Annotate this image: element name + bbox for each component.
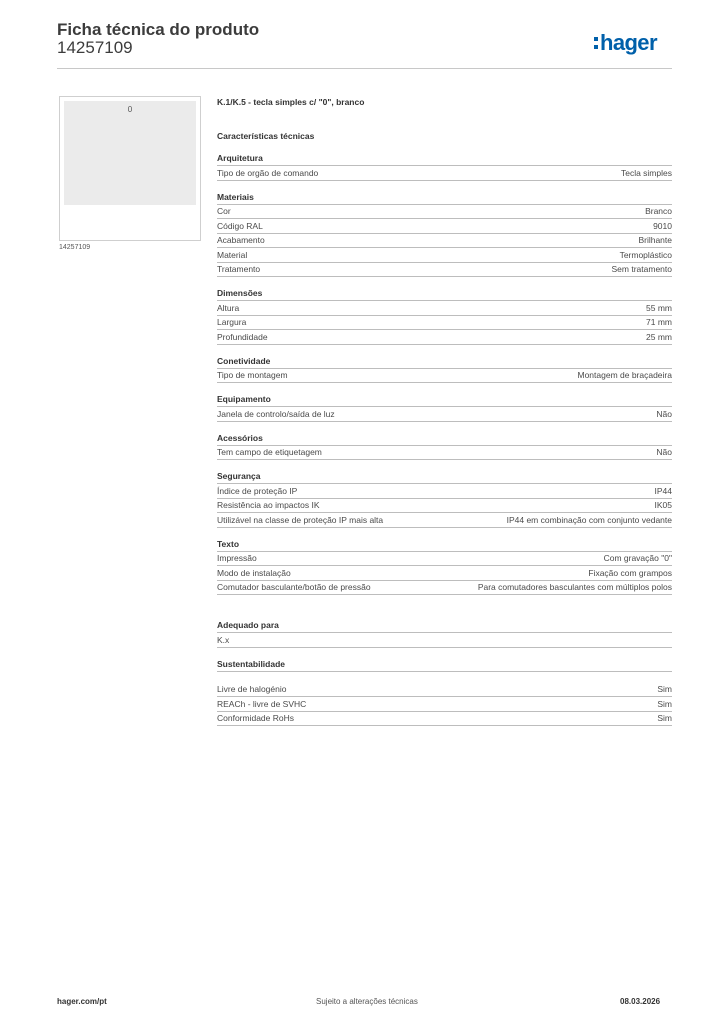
- spec-value: Montagem de braçadeira: [577, 370, 672, 381]
- spec-label: Código RAL: [217, 220, 263, 231]
- spec-value: Termoplástico: [619, 249, 672, 260]
- image-caption: 14257109: [59, 244, 91, 251]
- switch-rocker: [64, 101, 196, 205]
- header-divider: [57, 68, 672, 69]
- spec-value: Sem tratamento: [611, 264, 672, 275]
- spec-value: 71 mm: [646, 317, 672, 328]
- spec-label: Largura: [217, 317, 247, 328]
- spec-label: Utilizável na classe de proteção IP mais alta: [217, 514, 384, 525]
- spec-label: REACh - livre de SVHC: [217, 698, 307, 709]
- section-title: Acessórios: [217, 433, 672, 446]
- section-title: Adequado para: [217, 620, 672, 633]
- spec-value: Não: [656, 447, 672, 458]
- spec-label: Altura: [217, 302, 240, 313]
- section-equipamento: [217, 394, 672, 422]
- footer-date: 08.03.2026: [620, 997, 661, 1006]
- hager-logo: [593, 26, 675, 62]
- spec-value: Não: [656, 408, 672, 419]
- spec-label: Modo de instalação: [217, 567, 291, 578]
- section-dimensoes: [217, 288, 672, 345]
- section-title: Arquitetura: [217, 153, 672, 166]
- section-title: Sustentabilidade: [217, 659, 672, 672]
- spec-row: [217, 552, 672, 567]
- spec-row: [217, 712, 672, 727]
- section-title: Conetividade: [217, 356, 672, 369]
- section-adequado-para: [217, 620, 672, 648]
- spec-value: Tecla simples: [620, 167, 672, 178]
- spec-row: [217, 248, 672, 263]
- document-title: Ficha técnica do produto: [57, 20, 260, 39]
- section-arquitetura: [217, 153, 672, 181]
- spec-label: Tratamento: [217, 264, 261, 275]
- spec-label: Acabamento: [217, 235, 265, 246]
- section-title: Materiais: [217, 192, 672, 205]
- logo-dot-bottom: [594, 45, 598, 49]
- spec-label: K.x: [217, 634, 230, 645]
- spec-value: IK05: [654, 500, 672, 511]
- spec-row: [217, 683, 672, 698]
- section-title: Dimensões: [217, 288, 672, 301]
- spec-row: [217, 263, 672, 278]
- spec-row: [217, 566, 672, 581]
- spec-row: [217, 316, 672, 331]
- spec-label: Janela de controlo/saída de luz: [217, 408, 335, 419]
- spec-label: Material: [217, 249, 248, 260]
- spec-label: Impressão: [217, 553, 257, 564]
- spec-row: [217, 499, 672, 514]
- spec-row: [217, 446, 672, 461]
- spec-value: IP44 em combinação com conjunto vedante: [506, 514, 672, 525]
- spec-row: [217, 219, 672, 234]
- spec-content: [217, 96, 672, 726]
- spec-value: 25 mm: [646, 331, 672, 342]
- spec-row: [217, 301, 672, 316]
- product-image: [59, 96, 201, 241]
- spec-row: [217, 697, 672, 712]
- spec-row: [217, 633, 672, 648]
- section-sustentabilidade: [217, 659, 672, 727]
- footer-note: Sujeito a alterações técnicas: [316, 997, 418, 1006]
- spec-row: [217, 166, 672, 181]
- spec-value: IP44: [654, 485, 672, 496]
- spec-row: [217, 581, 672, 596]
- section-texto: [217, 539, 672, 596]
- spec-value: 55 mm: [646, 302, 672, 313]
- spec-value: Brilhante: [638, 235, 672, 246]
- section-acessorios: [217, 433, 672, 461]
- spec-label: Resistência ao impactos IK: [217, 500, 320, 511]
- spec-value: Sim: [657, 713, 672, 724]
- spec-value: 9010: [653, 220, 672, 231]
- spec-row: [217, 407, 672, 422]
- spec-label: Conformidade RoHs: [217, 713, 295, 724]
- section-seguranca: [217, 471, 672, 528]
- spec-label: Tipo de orgão de comando: [217, 167, 319, 178]
- spec-label: Tipo de montagem: [217, 370, 288, 381]
- section-title: Equipamento: [217, 394, 672, 407]
- spec-label: Tem campo de etiquetagem: [217, 447, 322, 458]
- specs-heading: Características técnicas: [217, 131, 315, 141]
- spec-value: Sim: [657, 684, 672, 695]
- spec-value: Branco: [645, 206, 672, 217]
- spec-label: Cor: [217, 206, 231, 217]
- spec-row: [217, 369, 672, 384]
- section-materiais: [217, 192, 672, 278]
- spec-row: [217, 513, 672, 528]
- spec-value: Para comutadores basculantes com múltiplos polos: [477, 582, 672, 593]
- switch-symbol: 0: [127, 105, 133, 114]
- product-number: 14257109: [57, 38, 133, 57]
- spec-row: [217, 234, 672, 249]
- spec-label: Profundidade: [217, 331, 268, 342]
- spec-value: Sim: [657, 698, 672, 709]
- section-title: Segurança: [217, 471, 672, 484]
- spec-label: Livre de halogénio: [217, 684, 287, 695]
- spec-row: [217, 330, 672, 345]
- logo-dot-top: [594, 37, 598, 41]
- section-conetividade: [217, 356, 672, 384]
- spec-label: Índice de proteção IP: [217, 485, 298, 496]
- spec-value: Com gravação "0": [603, 553, 672, 564]
- footer-website: hager.com/pt: [57, 997, 107, 1006]
- section-title: Texto: [217, 539, 672, 552]
- product-name: K.1/K.5 - tecla simples c/ "0", branco: [217, 97, 365, 107]
- spec-row: [217, 484, 672, 499]
- spec-label: Comutador basculante/botão de pressão: [217, 582, 371, 593]
- spec-value: Fixação com grampos: [588, 567, 672, 578]
- logo-wordmark: hager: [600, 30, 657, 55]
- spec-row: [217, 205, 672, 220]
